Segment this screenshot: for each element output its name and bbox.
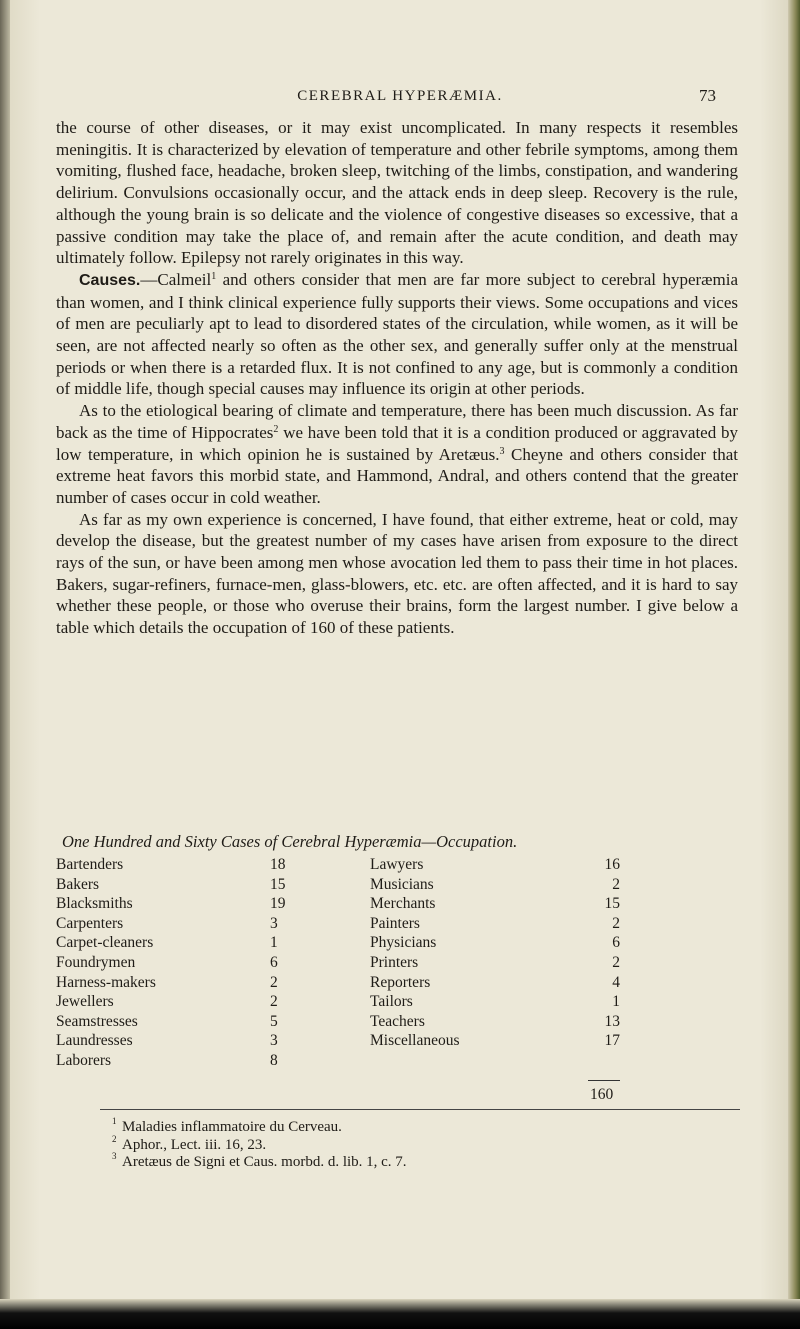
page-number: 73 xyxy=(699,86,716,105)
occupation-count: 17 xyxy=(604,1032,620,1050)
scan-bottom-edge xyxy=(0,1299,800,1329)
occupation-count: 2 xyxy=(612,953,620,971)
occupation-count: 18 xyxy=(270,856,286,873)
footnote-text: Aretæus de Signi et Caus. morbd. d. lib. 1, c. 7. xyxy=(122,1154,407,1170)
occupation-count: 1 xyxy=(612,993,620,1011)
table-row xyxy=(370,1012,620,1032)
occupation-count: 16 xyxy=(604,856,620,873)
occupation-count: 6 xyxy=(612,934,620,952)
paragraph-etiology-text-c: Cheyne and others consider that extreme heat favors this morbid state, and Hammond, Andral, and others contend that the greater number of cases occur in cold weather. xyxy=(56,444,739,507)
table-column-left xyxy=(56,855,296,1071)
occupation-count: 3 xyxy=(270,914,278,932)
footnote-text: Aphor., Lect. iii. 16, 23. xyxy=(122,1136,267,1153)
occupation-count: 15 xyxy=(270,875,286,893)
occupation-name: Carpenters xyxy=(56,914,124,932)
table-row xyxy=(56,933,296,953)
paragraph-experience: As far as my own experience is concerned, I have found, that either extreme, heat or cold, may develop the disease, but the greatest number of my cases have arisen from exposure to the direct rays of the sun, or have been among men whose avocation led them to pass their time in hot places. Bakers, sugar-refiners, furnace-men, glass-blowers, etc. etc. are often affected, and it is hard to say whether these people, or those who overuse their brains, form the largest number. I give below a table which details the occupation of 160 of these patients. xyxy=(56,509,738,638)
occupation-name: Tailors xyxy=(370,993,413,1011)
body-text xyxy=(56,117,738,639)
page-edge-shadow xyxy=(788,0,800,1329)
footnote-divider xyxy=(100,1109,740,1110)
paragraph-causes-text-a: —Calmeil xyxy=(140,269,212,289)
paragraph-causes xyxy=(56,269,738,400)
table-row xyxy=(370,953,620,973)
occupation-name: Laborers xyxy=(56,1051,112,1069)
running-head: CEREBRAL HYPERÆMIA. xyxy=(297,88,503,104)
paragraph-etiology-text-a: As to the etiological bearing of climate and temperature, there has been much discussion. As far back as the time of Hippocrates xyxy=(56,401,738,442)
occupation-count: 2 xyxy=(612,875,620,893)
table-row xyxy=(56,855,296,875)
occupation-name: Lawyers xyxy=(370,856,424,873)
occupation-name: Seamstresses xyxy=(56,1012,138,1030)
table-row xyxy=(56,1031,296,1051)
table-row xyxy=(370,992,620,1012)
paragraph-etiology xyxy=(56,400,738,509)
table-row xyxy=(56,992,296,1012)
table-row xyxy=(56,953,296,973)
footnote: 3 Aretæus de Signi et Caus. morbd. d. lib. 1, c. 7. xyxy=(112,1151,407,1170)
footnotes xyxy=(112,1116,732,1172)
footnote: 1 Maladies inflammatoire du Cerveau. xyxy=(112,1116,342,1135)
occupation-count: 3 xyxy=(270,1032,278,1050)
paragraph-1: the course of other diseases, or it may exist uncomplicated. In many respects it resembles meningitis. It is characterized by elevation of temperature and other febrile symptoms, among them vomiting, flushed face, headache, broken sleep, twitching of the limbs, constipation, and wandering delirium. Convulsions occasionally occur, and the attack ends in deep sleep. Recovery is the rule, although the young brain is so delicate and the violence of congestive diseases so excessive, that a passive condition may take the place of, and remain after the acute condition, and death may ultimately follow. Epilepsy not rarely originates in this way. xyxy=(56,118,738,268)
table-row xyxy=(56,894,296,914)
footnote-ref-3[interactable]: 3 xyxy=(499,445,505,457)
occupation-name: Harness-makers xyxy=(56,973,156,991)
footnote-ref-1[interactable]: 1 xyxy=(211,270,217,282)
occupation-name: Physicians xyxy=(370,934,437,952)
table-row xyxy=(370,933,620,953)
table-row xyxy=(56,875,296,895)
table-row xyxy=(56,1012,296,1032)
occupation-name: Merchants xyxy=(370,895,436,913)
occupation-count: 6 xyxy=(270,953,278,971)
occupation-name: Reporters xyxy=(370,973,431,991)
total-rule xyxy=(588,1080,620,1081)
occupation-name: Painters xyxy=(370,914,420,932)
page-gutter-shadow xyxy=(0,0,10,1329)
paragraph-etiology-text-b: we have been told that it is a condition produced or aggravated by low temperature, in which opinion he is sustained by Aretæus. xyxy=(56,422,738,464)
occupation-name: Printers xyxy=(370,953,419,971)
occupation-name: Carpet-cleaners xyxy=(56,934,154,952)
occupation-count: 5 xyxy=(270,1012,278,1030)
occupation-count: 15 xyxy=(604,895,620,913)
table-row xyxy=(370,973,620,993)
occupation-count: 2 xyxy=(270,973,278,991)
page-header xyxy=(0,88,800,112)
table-column-right xyxy=(370,855,620,1051)
table-row xyxy=(370,875,620,895)
occupation-count: 8 xyxy=(270,1051,278,1069)
table-row xyxy=(370,1031,620,1051)
occupation-name: Jewellers xyxy=(56,993,114,1011)
occupation-name: Bartenders xyxy=(56,856,124,873)
table-row xyxy=(56,914,296,934)
paragraph-causes-text-b: and others consider that men are far more subject to cerebral hyperæmia than women, and I think clinical experience fully supports their views. Some occupations and vices of men are peculiarly apt to lead to disordered states of the circulation, while women, as it will be seen, are not affected nearly so often as the other sex, and generally suffer only at the menstrual periods or when there is a retarded flux. It is not confined to any age, but is commonly a condition of middle life, though special causes may influence its origin at other periods. xyxy=(56,269,738,399)
occupation-name: Foundrymen xyxy=(56,953,136,971)
table-row xyxy=(370,914,620,934)
occupation-count: 13 xyxy=(604,1012,620,1030)
occupation-name: Teachers xyxy=(370,1012,425,1030)
occupation-count: 1 xyxy=(270,934,278,952)
table-row xyxy=(370,894,620,914)
footnote-ref-2[interactable]: 2 xyxy=(273,423,279,435)
table-row xyxy=(56,1051,296,1071)
table-title: One Hundred and Sixty Cases of Cerebral Hyperæmia—Occupation. xyxy=(62,832,518,851)
occupation-name: Musicians xyxy=(370,875,434,893)
table-row xyxy=(370,855,620,875)
occupation-count: 2 xyxy=(270,993,278,1011)
occupation-name: Blacksmiths xyxy=(56,895,133,913)
occupation-name: Miscellaneous xyxy=(370,1032,460,1050)
footnote-text: Maladies inflammatoire du Cerveau. xyxy=(122,1119,342,1135)
table-total: 160 xyxy=(590,1086,614,1103)
occupation-name: Laundresses xyxy=(56,1032,133,1050)
occupation-count: 2 xyxy=(612,914,620,932)
table-row xyxy=(56,973,296,993)
occupation-name: Bakers xyxy=(56,875,100,893)
occupation-count: 19 xyxy=(270,895,286,913)
section-heading-causes: Causes. xyxy=(79,271,141,289)
occupation-count: 4 xyxy=(612,973,620,991)
footnote: 2 Aphor., Lect. iii. 16, 23. xyxy=(112,1133,267,1153)
